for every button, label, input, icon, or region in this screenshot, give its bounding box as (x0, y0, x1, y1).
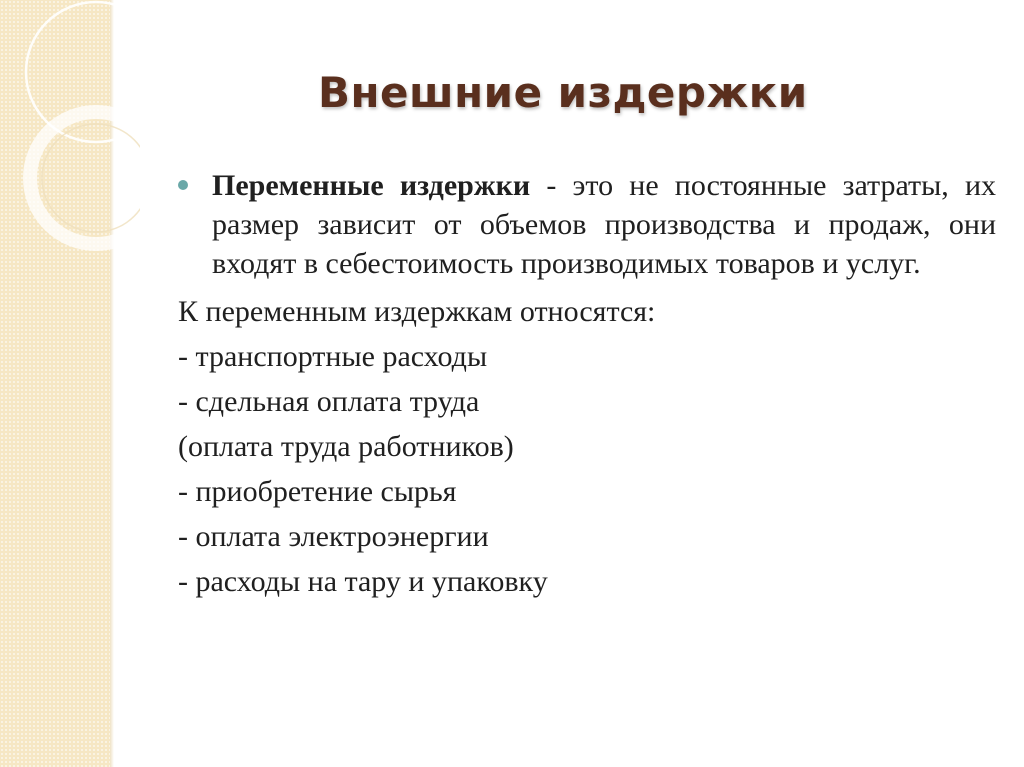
bullet-definition (178, 166, 996, 283)
list-item: - расходы на тару и упаковку (178, 565, 548, 598)
list-intro: К переменным издержкам относятся: (178, 295, 656, 328)
list-item: - приобретение сырья (178, 475, 457, 508)
list-item: - оплата электроэнергии (178, 520, 489, 553)
bullet-text: - это не постоянные затраты, их размер зависит от объемов производства и продаж, они входят в себестоимость производимых товаров и услуг. (212, 169, 996, 280)
bullet-dot-icon (178, 180, 188, 190)
decorative-circles (0, 0, 140, 300)
slide-title: Внешние издержки (318, 68, 808, 117)
bullet-term: Переменные издержки (212, 169, 531, 202)
list-item: - сдельная оплата труда (178, 385, 480, 418)
list-item: - транспортные расходы (178, 340, 488, 373)
slide-content (178, 166, 996, 600)
list-item: (оплата труда работников) (178, 430, 514, 463)
